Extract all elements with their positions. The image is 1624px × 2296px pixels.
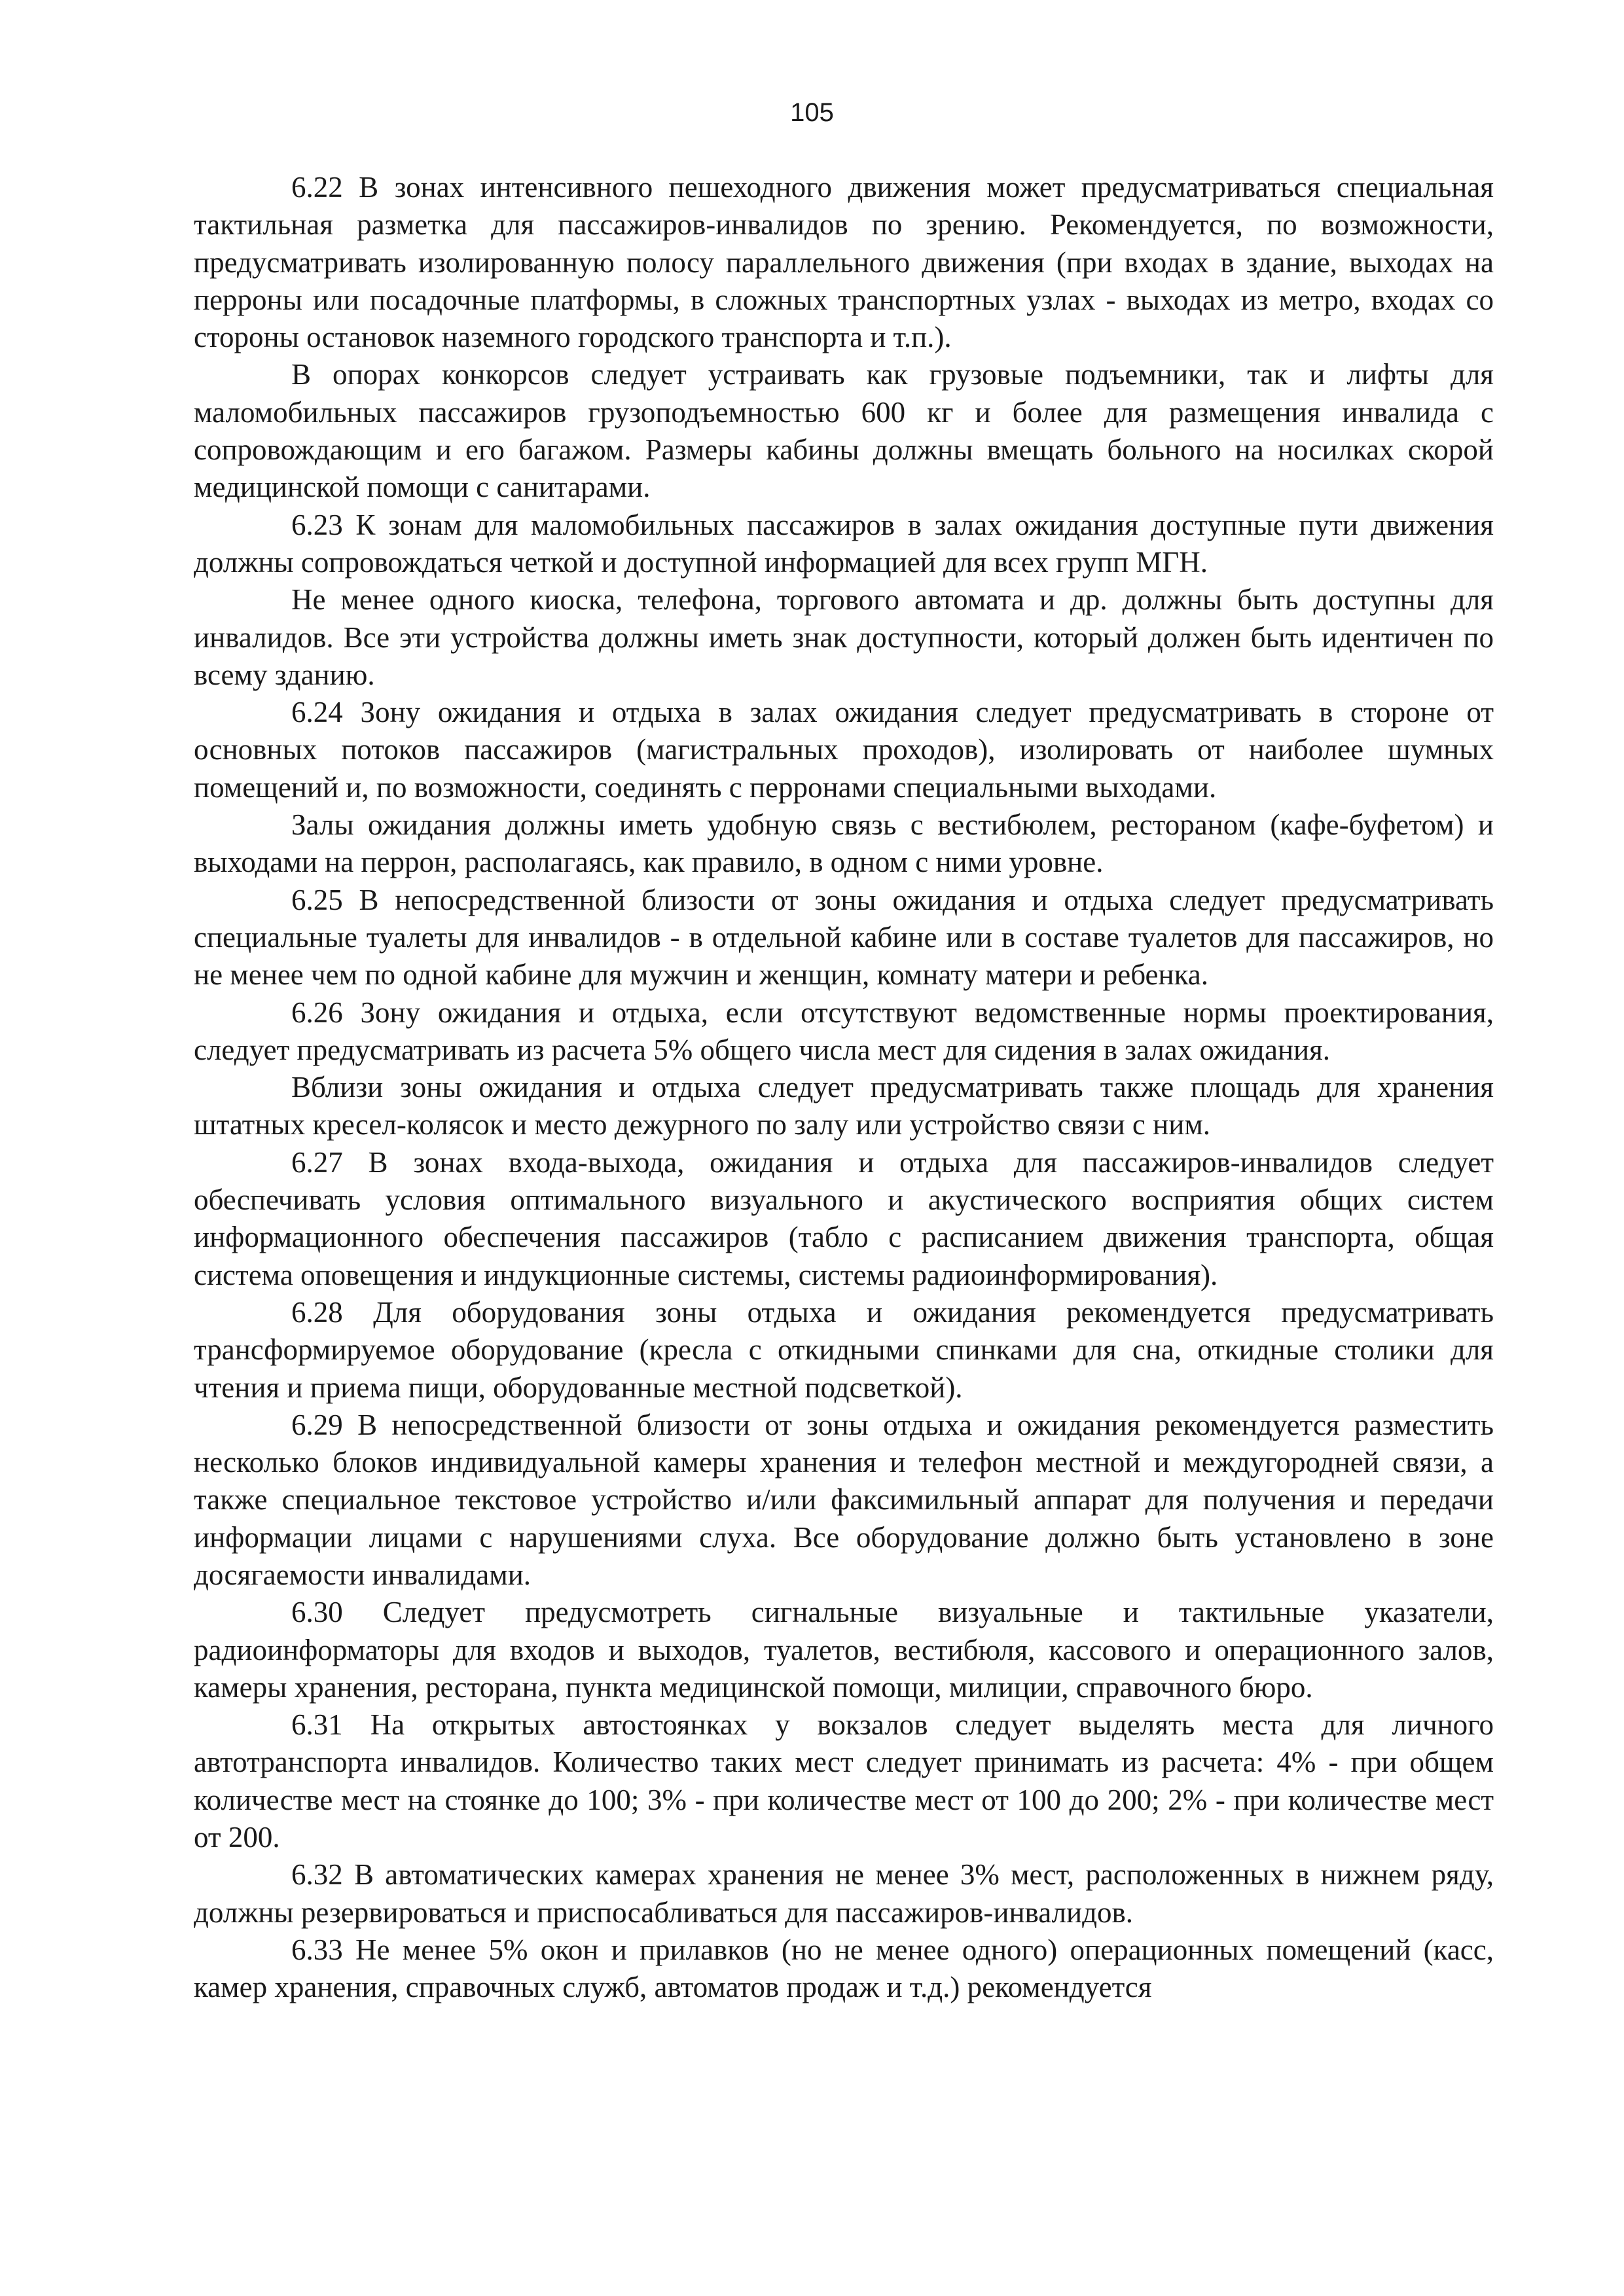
paragraph-6-26: 6.26 Зону ожидания и отдыха, если отсутствуют ведомственные нормы проектирования, следует предусматривать из расчета 5% общего числа мест для сидения в залах ожидания. bbox=[194, 996, 1494, 1066]
paragraph-6-24: 6.24 Зону ожидания и отдыха в залах ожидания следует предусматривать в стороне от основных потоков пассажиров (магистральных проходов), изолировать от наиболее шумных помещений и, по возможности, соединять с перронами специальными выходами. bbox=[194, 696, 1494, 804]
paragraph-6-27: 6.27 В зонах входа-выхода, ожидания и отдыха для пассажиров-инвалидов следует обеспечивать условия оптимального визуального и акустического восприятия общих систем информационного обеспечения пассажиров (табло с расписанием движения транспорта, общая система оповещения и индукционные системы, системы радиоинформирования). bbox=[194, 1145, 1494, 1291]
paragraph-6-33: 6.33 Не менее 5% окон и прилавков (но не менее одного) операционных помещений (касс, камер хранения, справочных служб, автоматов продаж и т.д.) рекомендуется bbox=[194, 1933, 1494, 2004]
paragraph-6-30: 6.30 Следует предусмотреть сигнальные визуальные и тактильные указатели, радиоинформаторы для входов и выходов, туалетов, вестибюля, кассового и операционного залов, камеры хранения, ресторана, пункта медицинской помощи, милиции, справочного бюро. bbox=[194, 1596, 1494, 1704]
paragraph-6-28: 6.28 Для оборудования зоны отдыха и ожидания рекомендуется предусматривать трансформируемое оборудование (кресла с откидными спинками для сна, откидные столики для чтения и приема пищи, оборудованные местной подсветкой). bbox=[194, 1295, 1494, 1404]
paragraph-concourse-lifts: В опорах конкорсов следует устраивать как грузовые подъемники, так и лифты для маломобильных пассажиров грузоподъемностью 600 кг и более для размещения инвалида с сопровождающим и его багажом. Размеры кабины должны вмещать больного на носилках скорой медицинской помощи с санитарами. bbox=[194, 358, 1494, 504]
page-number: 105 bbox=[790, 98, 834, 127]
paragraph-wheelchair-storage: Вблизи зоны ожидания и отдыха следует предусматривать также площадь для хранения штатных кресел-колясок и место дежурного по залу или устройство связи с ним. bbox=[194, 1071, 1494, 1141]
paragraph-6-22: 6.22 В зонах интенсивного пешеходного движения может предусматриваться специальная тактильная разметка для пассажиров-инвалидов по зрению. Рекомендуется, по возможности, предусматривать изолированную полосу параллельного движения (при входах в здание, выходах на перроны или посадочные платформы, в сложных транспортных узлах - выходах из метро, входах со стороны остановок наземного городского транспорта и т.п.). bbox=[194, 171, 1494, 354]
paragraph-waiting-halls: Залы ожидания должны иметь удобную связь с вестибюлем, рестораном (кафе-буфетом) и выходами на перрон, располагаясь, как правило, в одном с ними уровне. bbox=[194, 808, 1494, 879]
paragraph-6-25: 6.25 В непосредственной близости от зоны ожидания и отдыха следует предусматривать специальные туалеты для инвалидов - в отдельной кабине или в составе туалетов для пассажиров, но не менее чем по одной кабине для мужчин и женщин, комнату матери и ребенка. bbox=[194, 883, 1494, 992]
body-text bbox=[194, 169, 1494, 2007]
paragraph-6-32: 6.32 В автоматических камерах хранения не менее 3% мест, расположенных в нижнем ряду, должны резервироваться и приспосабливаться для пассажиров-инвалидов. bbox=[194, 1858, 1494, 1929]
paragraph-6-31: 6.31 На открытых автостоянках у вокзалов следует выделять места для личного автотранспорта инвалидов. Количество таких мест следует принимать из расчета: 4% - при общем количестве мест на стоянке до 100; 3% - при количестве мест от 100 до 200; 2% - при количестве мест от 200. bbox=[194, 1708, 1494, 1854]
paragraph-6-23: 6.23 К зонам для маломобильных пассажиров в залах ожидания доступные пути движения должны сопровождаться четкой и доступной информацией для всех групп МГН. bbox=[194, 508, 1494, 579]
paragraph-6-29: 6.29 В непосредственной близости от зоны отдыха и ожидания рекомендуется разместить несколько блоков индивидуальной камеры хранения и телефон местной и междугородней связи, а также специальное текстовое устройство и/или факсимильный аппарат для получения и передачи информации лицами с нарушениями слуха. Все оборудование должно быть установлено в зоне досягаемости инвалидами. bbox=[194, 1408, 1494, 1591]
paragraph-kiosks-access: Не менее одного киоска, телефона, торгового автомата и др. должны быть доступны для инвалидов. Все эти устройства должны иметь знак доступности, который должен быть идентичен по всему зданию. bbox=[194, 583, 1494, 691]
